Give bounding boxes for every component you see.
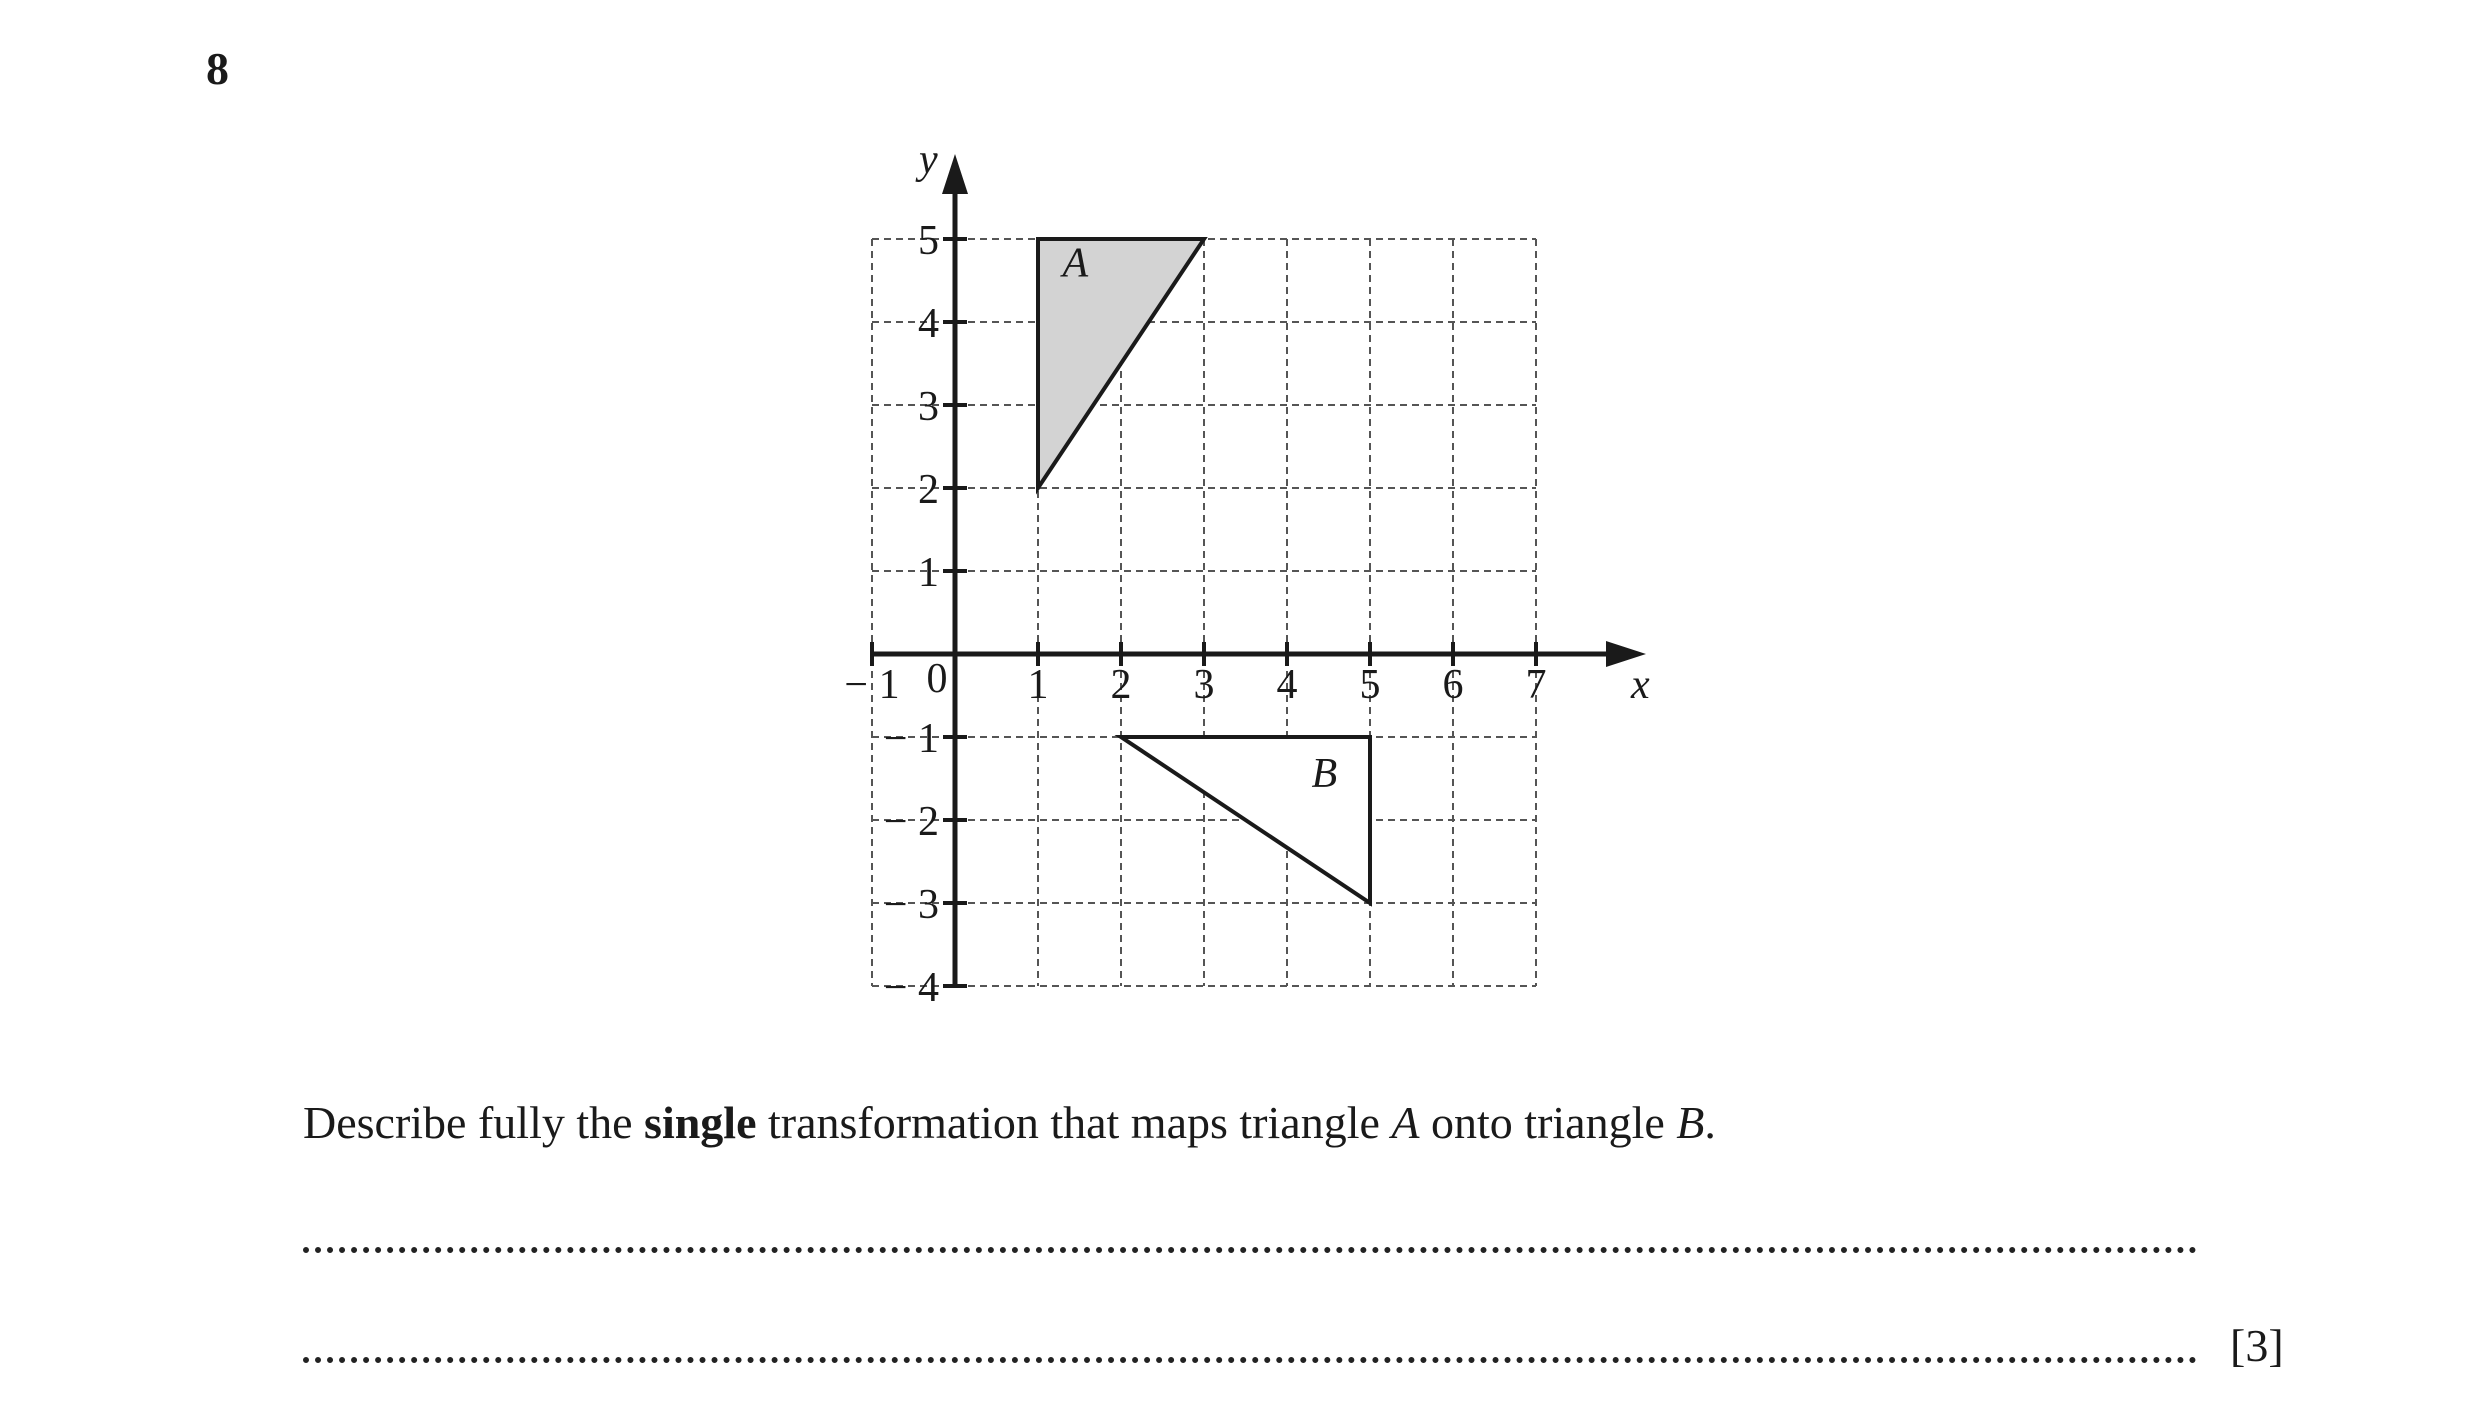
prompt-triangle-b: B [1676, 1097, 1705, 1148]
x-tick-label: 3 [1193, 662, 1215, 708]
prompt-text: . [1704, 1097, 1716, 1148]
prompt-emphasis: single [644, 1097, 757, 1148]
answer-line[interactable] [303, 1357, 2197, 1363]
question-prompt [303, 1095, 1716, 1150]
y-tick-label: 3 [918, 384, 939, 430]
grid-lines [872, 239, 1536, 986]
y-tick-label: − 3 [883, 882, 939, 928]
prompt-text: onto triangle [1419, 1097, 1677, 1148]
x-tick-label: 6 [1442, 662, 1464, 708]
y-tick-label: 4 [918, 301, 939, 347]
x-tick-label: 7 [1525, 662, 1547, 708]
x-tick-label: − 1 [844, 662, 900, 708]
answer-line[interactable] [303, 1247, 2197, 1253]
x-tick-label: 2 [1110, 662, 1132, 708]
prompt-text: transformation that maps triangle [756, 1097, 1392, 1148]
marks-label: [3] [2230, 1320, 2284, 1371]
y-axis-label: y [919, 137, 938, 183]
prompt-triangle-a: A [1391, 1097, 1420, 1148]
x-axis-label: x [1631, 662, 1650, 708]
y-axis-arrow-icon [942, 154, 968, 194]
y-tick-label: 5 [918, 218, 939, 264]
y-tick-label: − 2 [883, 799, 939, 845]
tick-labels [844, 218, 1546, 1011]
y-tick-label: − 4 [883, 965, 939, 1011]
triangle-a-label: A [1062, 240, 1089, 287]
origin-label: 0 [926, 656, 948, 702]
triangle-b-label: B [1311, 750, 1338, 797]
x-tick-label: 4 [1276, 662, 1298, 708]
prompt-text: Describe fully the [303, 1097, 645, 1148]
x-tick-label: 5 [1359, 662, 1381, 708]
x-tick-label: 1 [1027, 662, 1049, 708]
question-number: 8 [206, 43, 229, 94]
y-tick-label: − 1 [883, 716, 939, 762]
y-tick-label: 2 [918, 467, 939, 513]
y-tick-label: 1 [918, 550, 939, 596]
